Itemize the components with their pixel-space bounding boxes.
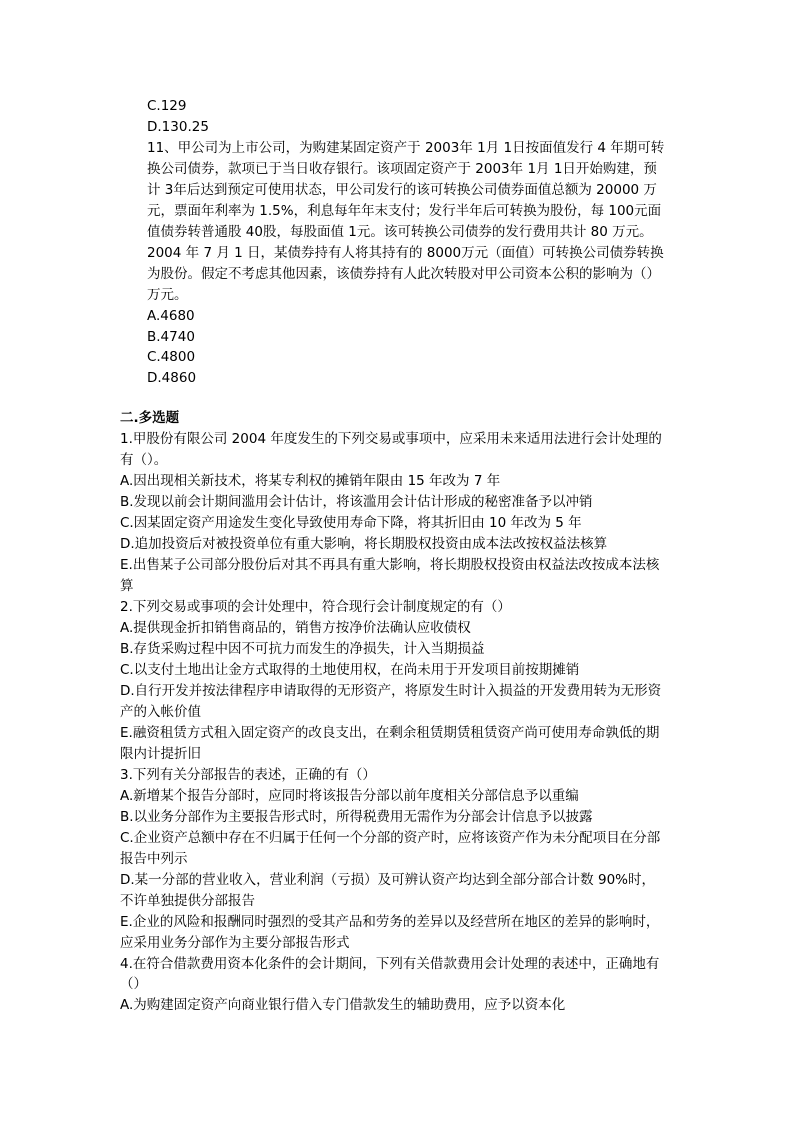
text-line: 11、甲公司为上市公司，为购建某固定资产于 2003年 1月 1日按面值发行 4 年期可转	[147, 140, 665, 156]
text-line: 算	[120, 578, 134, 594]
text-line: B.以业务分部作为主要报告形式时，所得税费用无需作为分部会计信息予以披露	[120, 809, 593, 825]
text-line: E.融资租赁方式租入固定资产的改良支出，在剩余租赁期赁租赁资产尚可使用寿命孰低的期	[120, 725, 660, 741]
text-line: C.企业资产总额中存在不归属于任何一个分部的资产时，应将该资产作为未分配项目在分部	[120, 830, 661, 846]
text-line: 值债券转普通股 40股，每股面值 1元。该可转换公司债券的发行费用共计 80 万元。	[147, 224, 653, 240]
text-line: D.130.25	[147, 119, 209, 135]
text-line: 4.在符合借款费用资本化条件的会计期间，下列有关借款费用会计处理的表述中，正确地有	[120, 956, 660, 972]
text-line: 报告中列示	[120, 851, 188, 867]
text-line: D.某一分部的营业收入，营业利润（亏损）及可辨认资产均达到全部分部合计数 90%时，	[120, 872, 655, 888]
text-line: 计 3年后达到预定可使用状态，甲公司发行的该可转换公司债券面值总额为 20000 万	[147, 182, 657, 198]
text-line: 2.下列交易或事项的会计处理中，符合现行会计制度规定的有（）	[120, 599, 511, 615]
text-line: C.以支付土地出让金方式取得的土地使用权，在尚未用于开发项目前按期摊销	[120, 662, 580, 678]
text-line: 万元。	[147, 287, 188, 303]
text-line: D.4860	[147, 370, 197, 386]
section-heading: 二.多选题	[120, 410, 180, 426]
text-line: A.4680	[147, 308, 195, 324]
text-line: 为股份。假定不考虑其他因素，该债券持有人此次转股对甲公司资本公积的影响为（）	[147, 266, 660, 282]
text-line: （）	[120, 976, 147, 992]
text-line: 不许单独提供分部报告	[120, 893, 255, 909]
text-line: C.因某固定资产用途发生变化导致使用寿命下降，将其折旧由 10 年改为 5 年	[120, 515, 582, 531]
text-line: B.4740	[147, 329, 195, 345]
text-line: D.自行开发并按法律程序申请取得的无形资产，将原发生时计入损益的开发费用转为无形资	[120, 683, 662, 699]
text-line: A.因出现相关新技术，将某专利权的摊销年限由 15 年改为 7 年	[120, 473, 501, 489]
text-line: 2004 年 7 月 1 日，某债券持有人将其持有的 8000万元（面值）可转换公司债券转换	[147, 245, 664, 261]
text-line: E.出售某子公司部分股份后对其不再具有重大影响，将长期股权投资由权益法改按成本法核	[120, 557, 660, 573]
text-line: A.提供现金折扣销售商品的，销售方按净价法确认应收债权	[120, 620, 471, 636]
text-line: 限内计提折旧	[120, 746, 201, 762]
text-line: 换公司债券，款项已于当日收存银行。该项固定资产于 2003年 1月 1日开始购建，预	[147, 161, 657, 177]
text-line: 产的入帐价值	[120, 704, 201, 720]
text-line: C.129	[147, 98, 187, 114]
text-line: 3.下列有关分部报告的表述，正确的有（）	[120, 767, 376, 783]
text-line: B.存货采购过程中因不可抗力而发生的净损失，计入当期损益	[120, 641, 485, 657]
text-line: 应采用业务分部作为主要分部报告形式	[120, 935, 350, 951]
text-line: E.企业的风险和报酬同时强烈的受其产品和劳务的差异以及经营所在地区的差异的影响时，	[120, 914, 660, 930]
text-line: 1.甲股份有限公司 2004 年度发生的下列交易或事项中，应采用未来适用法进行会计处理的	[120, 431, 662, 447]
text-line: A.新增某个报告分部时，应同时将该报告分部以前年度相关分部信息予以重编	[120, 788, 579, 804]
text-line: 元，票面年利率为 1.5%，利息每年年末支付；发行半年后可转换为股份，每 100元面	[147, 203, 662, 219]
text-line: D.追加投资后对被投资单位有重大影响，将长期股权投资由成本法改按权益法核算	[120, 536, 608, 552]
text-line: 有（）。	[120, 452, 168, 468]
text-line: B.发现以前会计期间滥用会计估计，将该滥用会计估计形成的秘密准备予以冲销	[120, 494, 593, 510]
text-line: C.4800	[147, 349, 196, 365]
text-line: A.为购建固定资产向商业银行借入专门借款发生的辅助费用，应予以资本化	[120, 997, 566, 1013]
